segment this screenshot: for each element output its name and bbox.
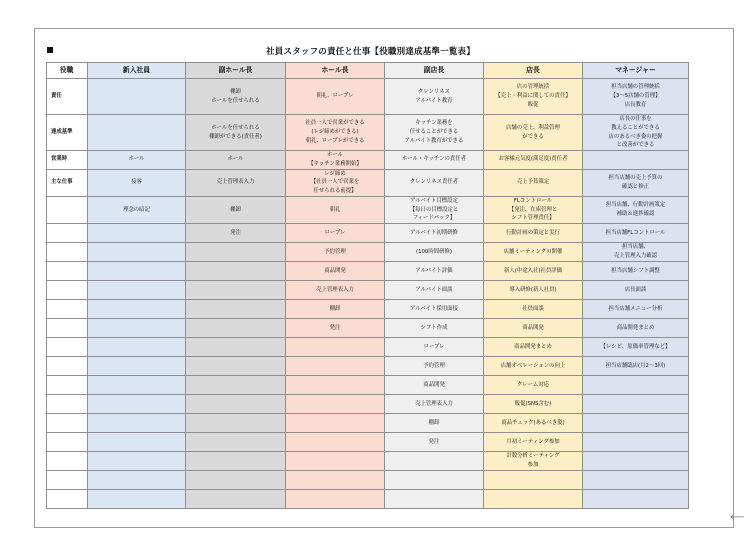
row-label-empty [47, 414, 88, 433]
table-row [47, 79, 689, 115]
task-cell [88, 262, 186, 281]
task-cell [583, 395, 689, 414]
cell-line: 参加 [527, 462, 539, 468]
task-row [47, 471, 689, 490]
task-cell: 予約管理 [385, 357, 484, 376]
row-label-empty [47, 338, 88, 357]
task-cell: アルバイト評価 [385, 262, 484, 281]
task-cell: 担当店舗メニュー分析 [583, 300, 689, 319]
task-row [47, 300, 689, 319]
header-hall-manager: ホール長 [286, 63, 385, 79]
task-row [47, 169, 689, 196]
row-label-empty [47, 196, 88, 223]
task-cell: 発注 [286, 319, 385, 338]
header-new-employee: 新入社員 [88, 63, 186, 79]
cell-line: 店長の仕事を [619, 116, 652, 122]
task-cell [186, 414, 286, 433]
cell-line: キッチン業務を [415, 120, 453, 127]
task-cell [286, 395, 385, 414]
task-cell [186, 262, 286, 281]
task-cell: 接客 [88, 169, 186, 196]
header-sub-store-manager: 副店長 [385, 63, 484, 79]
table-cell [88, 79, 186, 115]
task-cell [385, 452, 484, 471]
table-cell [484, 115, 583, 151]
cell-line: クレンリネス [417, 88, 451, 95]
cell-line: 確認と修正 [622, 183, 649, 190]
task-cell [186, 376, 286, 395]
table-cell [484, 151, 583, 170]
task-cell: アルバイト初期研修 [385, 224, 484, 243]
task-row [47, 414, 689, 433]
task-cell [186, 433, 286, 452]
task-cell [385, 490, 484, 509]
task-cell: 棚卸 [286, 300, 385, 319]
cell-line: 【売上・利益に関しての責任】 [495, 93, 571, 100]
task-cell [186, 319, 286, 338]
task-cell: 新人(中途入社)社員評価 [484, 262, 583, 281]
task-row [47, 338, 689, 357]
task-cell [286, 414, 385, 433]
task-row [47, 224, 689, 243]
task-cell [186, 357, 286, 376]
task-cell: 発注 [385, 433, 484, 452]
table-cell [186, 151, 286, 170]
cell-line: ホールを任せられる [211, 124, 260, 131]
cell-line: レジ締め [324, 170, 346, 177]
task-cell [484, 452, 583, 471]
table-cell [286, 151, 385, 170]
task-cell [88, 243, 186, 262]
row-label-empty [47, 262, 88, 281]
task-row [47, 319, 689, 338]
cell-line: 担当店舗の管理統括 [611, 84, 660, 91]
row-label-empty [47, 300, 88, 319]
table-cell [484, 79, 583, 115]
table-cell [385, 79, 484, 115]
table-cell [286, 79, 385, 115]
row-label: 達成基準 [47, 115, 88, 151]
task-cell [88, 281, 186, 300]
task-row [47, 281, 689, 300]
table-row [47, 151, 689, 170]
table-cell [88, 151, 186, 170]
row-label-empty [47, 281, 88, 300]
cell-line: 【3～5店舗の管理】 [610, 93, 661, 100]
task-cell: 月初ミーティング参加 [484, 433, 583, 452]
task-cell [484, 471, 583, 490]
task-cell: アルバイト面談 [385, 281, 484, 300]
header-row [47, 63, 689, 79]
cell-line: 【社員一人で営業を [310, 179, 360, 186]
task-cell: 売上管理表入力 [385, 395, 484, 414]
task-cell [583, 471, 689, 490]
table-cell [88, 115, 186, 151]
task-cell: 行動計画の策定と実行 [484, 224, 583, 243]
task-cell [88, 414, 186, 433]
task-cell [186, 395, 286, 414]
task-cell: 店舗オペレーションの向上 [484, 357, 583, 376]
task-cell: 導入研修(新人社員) [484, 281, 583, 300]
cell-line: 担当店舗、行動計画策定 [605, 202, 666, 209]
task-cell: 【レシピ、原価率管理など】 [583, 338, 689, 357]
task-cell [583, 414, 689, 433]
cell-line: ホール [227, 156, 244, 163]
row-label: 責任 [47, 79, 88, 115]
cell-line: 店長教育 [624, 101, 647, 108]
task-cell: 商品開発 [385, 376, 484, 395]
row-label-empty [47, 243, 88, 262]
cell-line: アルバイト教育ができる [404, 137, 464, 144]
cell-line: 担当店舗、 [622, 244, 649, 251]
task-cell [186, 490, 286, 509]
cell-line: 朝礼、ロープレ [316, 93, 354, 100]
cell-line: 教えることができる [611, 124, 660, 131]
row-label: 主な仕事 [47, 169, 88, 196]
role-criteria-table [46, 62, 689, 509]
cell-line: フィードバック】 [412, 215, 456, 222]
task-cell [286, 433, 385, 452]
task-cell: 担当店舗FLコントロール [583, 224, 689, 243]
task-cell [583, 376, 689, 395]
header-role: 役職 [47, 63, 88, 79]
task-cell: アルバイト採用面接 [385, 300, 484, 319]
cell-line: アルバイト教育 [415, 97, 453, 104]
task-cell [583, 433, 689, 452]
cell-line: シフト管理責任】 [511, 215, 555, 222]
cell-line: 任せることができる [409, 129, 459, 136]
task-cell [286, 376, 385, 395]
table-cell [186, 115, 286, 151]
task-row [47, 196, 689, 223]
task-cell [583, 452, 689, 471]
task-cell [286, 452, 385, 471]
task-cell [88, 357, 186, 376]
task-cell [484, 196, 583, 223]
row-label: 営業時 [47, 151, 88, 170]
cell-line: 【毎日の目標設定と [409, 206, 459, 213]
header-manager: マネージャー [583, 63, 689, 79]
cell-line: ホール・キッチンの責任者 [401, 156, 467, 163]
task-cell [88, 433, 186, 452]
table-cell [385, 151, 484, 170]
task-cell [286, 490, 385, 509]
task-cell [88, 452, 186, 471]
task-cell: 販促(SNS含む) [484, 395, 583, 414]
task-cell: クレンリネス責任者 [385, 169, 484, 196]
row-label-empty [47, 395, 88, 414]
row-label-empty [47, 319, 88, 338]
task-cell: 棚卸 [385, 414, 484, 433]
cell-line: 店舗の売上、利益管理 [506, 124, 560, 131]
cell-line: アルバイト目標設定 [410, 197, 458, 204]
cell-line: 【キッチン業務開始】 [308, 160, 362, 167]
task-cell [583, 490, 689, 509]
task-cell: 店舗ミーティングの開催 [484, 243, 583, 262]
cell-line: 補助＆進捗確認 [616, 210, 655, 217]
cell-line: 朝礼、ロープレができる [305, 137, 365, 144]
cell-line: (レジ締めができる) [311, 129, 359, 136]
task-cell [186, 281, 286, 300]
table-cell [583, 79, 689, 115]
row-label-empty [47, 224, 88, 243]
task-cell [286, 471, 385, 490]
task-cell [186, 452, 286, 471]
task-row [47, 262, 689, 281]
table-cell [186, 79, 286, 115]
task-row [47, 490, 689, 509]
task-cell [88, 338, 186, 357]
task-cell [286, 169, 385, 196]
row-label-empty [47, 452, 88, 471]
task-cell: 商品開発 [484, 319, 583, 338]
task-cell: 商品開発 [286, 262, 385, 281]
task-cell: 発注 [186, 224, 286, 243]
task-cell [186, 338, 286, 357]
task-cell [88, 300, 186, 319]
table-cell [286, 115, 385, 151]
cell-line: 任せられる前提】 [313, 188, 357, 194]
cell-line: 担当店舗の売上予算の [608, 174, 663, 181]
task-cell: 理念の暗記 [88, 196, 186, 223]
task-cell: 商品チェック(あるべき姿) [484, 414, 583, 433]
task-cell: ロープレ [385, 338, 484, 357]
row-label-empty [47, 490, 88, 509]
row-label-empty [47, 376, 88, 395]
cell-line: 店のあるべき姿の把握 [608, 133, 663, 140]
task-cell [583, 243, 689, 262]
task-cell: 売上管理表入力 [286, 281, 385, 300]
cell-line: と改善ができる [616, 142, 655, 149]
cell-line: お客様元気度(満足度)責任者 [498, 156, 568, 163]
task-cell: ロープレ [286, 224, 385, 243]
task-row [47, 243, 689, 262]
task-cell [88, 224, 186, 243]
cell-line: 販促 [527, 101, 539, 108]
task-cell [385, 196, 484, 223]
task-cell: 担当店舗臨店(月2～3回) [583, 357, 689, 376]
header-store-manager: 店長 [484, 63, 583, 79]
table-cell [385, 115, 484, 151]
task-cell [484, 490, 583, 509]
task-cell: シフト作成 [385, 319, 484, 338]
task-cell [286, 357, 385, 376]
cell-line: ができる [522, 133, 544, 140]
cell-line: FLコントロール [513, 197, 553, 204]
task-cell [88, 490, 186, 509]
cell-line: 売上管理入力確認 [613, 253, 658, 259]
task-row [47, 452, 689, 471]
task-cell: (100時間研修) [385, 243, 484, 262]
cell-line: 店の管理統括 [516, 84, 550, 91]
task-row [47, 395, 689, 414]
cell-line: 棚卸 [230, 88, 241, 95]
task-cell [385, 471, 484, 490]
header-sub-hall-manager: 副ホール長 [186, 63, 286, 79]
task-cell [88, 376, 186, 395]
row-label-empty [47, 433, 88, 452]
task-cell: 予約管理 [286, 243, 385, 262]
cell-line: ホールを任せられる [211, 97, 260, 104]
task-cell: 商品開発まとめ [484, 338, 583, 357]
row-label-empty [47, 471, 88, 490]
task-cell [88, 395, 186, 414]
cell-line: 棚卸ができる(責任者) [209, 133, 262, 140]
page-title: 社員スタッフの責任と仕事【役職別達成基準一覧表】 [266, 47, 475, 57]
row-label-empty [47, 357, 88, 376]
task-row [47, 376, 689, 395]
cell-line: ホール [128, 156, 145, 163]
task-cell [186, 243, 286, 262]
cell-line: 計数分析ミーティング [506, 453, 560, 460]
task-row [47, 357, 689, 376]
cell-line: 【発注、在庫管理と [508, 206, 558, 213]
task-cell: クレーム対応 [484, 376, 583, 395]
table-cell [583, 151, 689, 170]
task-cell: 棚卸 [186, 196, 286, 223]
task-cell: 店長面談 [583, 281, 689, 300]
task-cell [186, 471, 286, 490]
task-cell: 朝礼 [286, 196, 385, 223]
cell-line: ホール [326, 152, 344, 158]
task-cell [286, 338, 385, 357]
table-row [47, 115, 689, 151]
corner-arrow-icon: ⟵ [730, 512, 744, 523]
task-cell [583, 169, 689, 196]
task-cell [88, 471, 186, 490]
task-cell [88, 319, 186, 338]
task-cell [583, 196, 689, 223]
task-cell [186, 300, 286, 319]
task-cell: 社員面談 [484, 300, 583, 319]
task-cell: 担当店舗シフト調整 [583, 262, 689, 281]
task-row [47, 433, 689, 452]
task-cell: 売上予算策定 [484, 169, 583, 196]
task-cell: 売上管理表入力 [186, 169, 286, 196]
cell-line: 社員一人で営業ができる [305, 120, 365, 127]
table-cell [583, 115, 689, 151]
task-cell: 商品開発まとめ [583, 319, 689, 338]
